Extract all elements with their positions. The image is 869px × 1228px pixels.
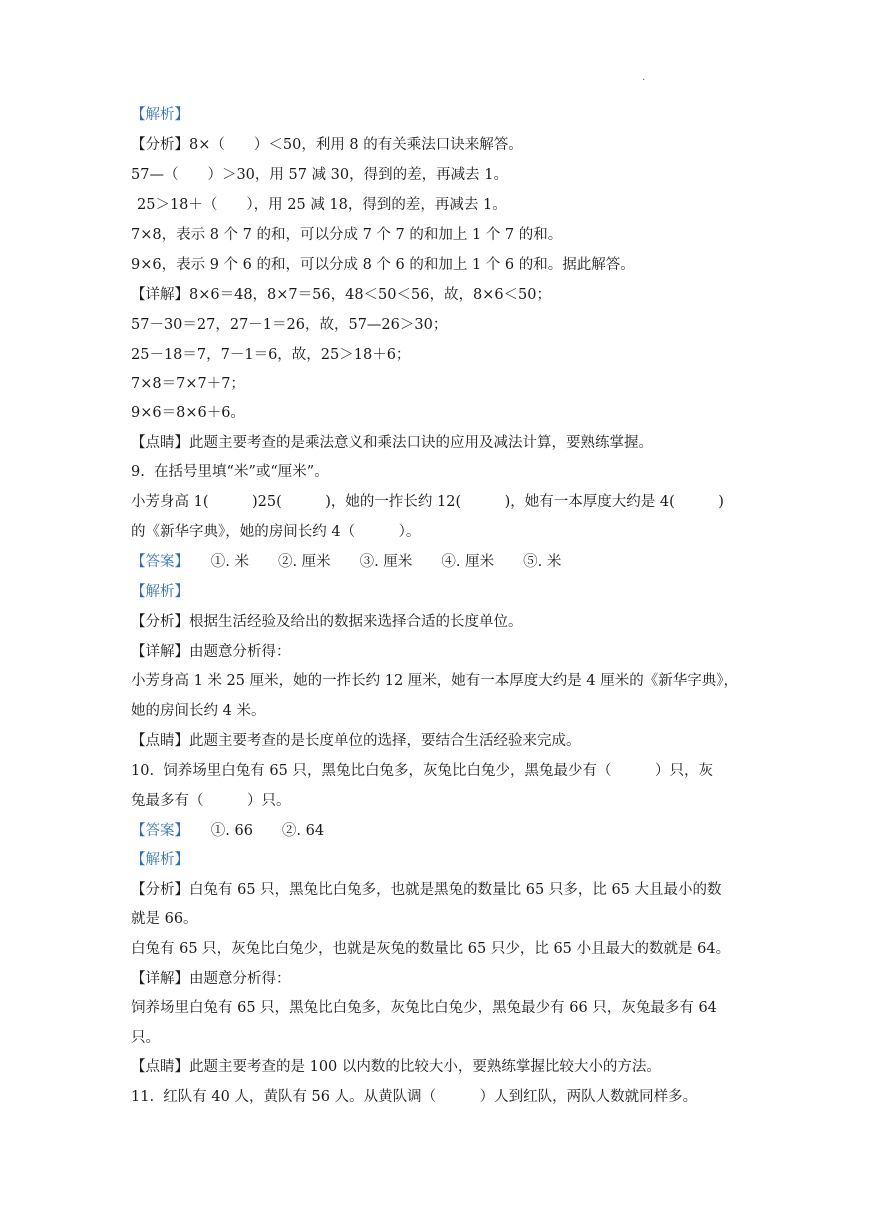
line-text: 饲养场里白兔有 65 只，黑兔比白兔多，灰兔比白兔少，黑兔最少有 66 只，灰兔最多有 64: [131, 1000, 717, 1016]
line-text: 25－18＝7，7－1＝6，故，25＞18＋6；: [131, 347, 411, 363]
line-text: 只。: [131, 1030, 160, 1046]
text-line: [131, 791, 751, 811]
line-text: 57－30＝27，27－1＝26，故，57—26＞30；: [131, 317, 448, 333]
text-line: [131, 761, 751, 781]
text-line: [131, 582, 751, 602]
text-line: [131, 998, 751, 1018]
section-tag: 【解析】: [131, 584, 189, 600]
line-text: 11. 红队有 40 人，黄队有 56 人。从黄队调（ ）人到红队，两队人数就同样多。: [131, 1089, 698, 1105]
text-line: [131, 612, 751, 632]
section-tag: 【详解】: [131, 644, 189, 660]
section-tag: 【点睛】: [131, 1059, 189, 1075]
line-text: 此题主要考查的是乘法意义和乘法口诀的应用及减法计算，要熟练掌握。: [189, 435, 653, 451]
line-text: 白兔有 65 只，黑兔比白兔多，也就是黑兔的数量比 65 只多，比 65 大且最小的数: [189, 882, 722, 898]
section-tag: 【分析】: [131, 137, 189, 153]
text-line: [131, 522, 751, 542]
text-line: [131, 671, 751, 691]
text-line: [131, 285, 751, 305]
text-line: [131, 462, 751, 482]
text-line: [131, 1087, 751, 1107]
line-text: 的《新华字典》，她的房间长约 4（ ）。: [131, 524, 421, 540]
line-text: 小芳身高 1 米 25 厘米，她的一拃长约 12 厘米，她有一本厚度大约是 4 厘米的《新华字典》，: [131, 673, 738, 689]
line-text: 10. 饲养场里白兔有 65 只，黑兔比白兔多，灰兔比白兔少，黑兔最少有（ ）只，灰: [131, 763, 713, 779]
line-text: 7×8，表示 8 个 7 的和，可以分成 7 个 7 的和加上 1 个 7 的和。: [131, 227, 563, 243]
text-line: [131, 850, 751, 870]
line-text: 由题意分析得：: [189, 971, 291, 987]
text-line: [131, 165, 751, 185]
line-text: 白兔有 65 只，灰兔比白兔少，也就是灰兔的数量比 65 只少，比 65 小且最大的数就是 64。: [131, 941, 731, 957]
text-line: [131, 105, 751, 125]
text-line: [131, 345, 751, 365]
section-tag: 【分析】: [131, 882, 189, 898]
section-tag: 【答案】: [131, 823, 182, 839]
section-tag: 【点睛】: [131, 733, 189, 749]
line-text: 小芳身高 1( )25( )，她的一拃长约 12( )，她有一本厚度大约是 4( ): [131, 494, 724, 510]
line-text: 9×6，表示 9 个 6 的和，可以分成 8 个 6 的和加上 1 个 6 的和。据此解答。: [131, 257, 635, 273]
text-line: [131, 821, 751, 841]
text-line: [131, 1028, 751, 1048]
section-tag: 【详解】: [131, 287, 189, 303]
text-line: [131, 492, 751, 512]
line-text: 由题意分析得：: [189, 644, 291, 660]
section-tag: 【解析】: [131, 107, 189, 123]
line-text: 7×8＝7×7＋7；: [131, 376, 245, 392]
section-tag: 【点睛】: [131, 435, 189, 451]
text-line: [131, 255, 751, 275]
text-line: [131, 1057, 751, 1077]
text-line: [131, 315, 751, 335]
text-line: [131, 909, 751, 929]
line-text: 9. 在括号里填“米”或“厘米”。: [131, 464, 329, 480]
text-line: [131, 403, 751, 423]
line-text: 8×6＝48，8×7＝56，48＜50＜56，故，8×6＜50；: [189, 287, 552, 303]
header-dot: .: [642, 72, 646, 83]
line-text: 此题主要考查的是长度单位的选择，要结合生活经验来完成。: [189, 733, 581, 749]
line-text: ①. 米 ②. 厘米 ③. 厘米 ④. 厘米 ⑤. 米: [181, 554, 562, 570]
text-line: [131, 939, 751, 959]
text-line: [137, 195, 757, 215]
text-line: [131, 701, 751, 721]
text-line: [131, 374, 751, 394]
section-tag: 【分析】: [131, 614, 189, 630]
line-text: 25＞18＋（ ），用 25 减 18，得到的差，再减去 1。: [137, 197, 507, 213]
section-tag: 【答案】: [131, 554, 182, 570]
text-line: [131, 880, 751, 900]
line-text: 57—（ ）＞30，用 57 减 30，得到的差，再减去 1。: [131, 167, 508, 183]
line-text: 就是 66。: [131, 911, 198, 927]
text-line: [131, 731, 751, 751]
text-line: [131, 969, 751, 989]
line-text: ①. 66 ②. 64: [181, 823, 325, 839]
line-text: 根据生活经验及给出的数据来选择合适的长度单位。: [189, 614, 523, 630]
text-line: [131, 642, 751, 662]
section-tag: 【详解】: [131, 971, 189, 987]
text-line: [131, 433, 751, 453]
line-text: 8×（ ）＜50，利用 8 的有关乘法口诀来解答。: [189, 137, 523, 153]
line-text: 9×6＝8×6＋6。: [131, 405, 245, 421]
text-line: [131, 135, 751, 155]
line-text: 她的房间长约 4 米。: [131, 703, 266, 719]
text-line: [131, 225, 751, 245]
text-line: [131, 552, 751, 572]
section-tag: 【解析】: [131, 852, 189, 868]
line-text: 兔最多有（ ）只。: [131, 793, 291, 809]
line-text: 此题主要考查的是 100 以内数的比较大小，要熟练掌握比较大小的方法。: [189, 1059, 661, 1075]
